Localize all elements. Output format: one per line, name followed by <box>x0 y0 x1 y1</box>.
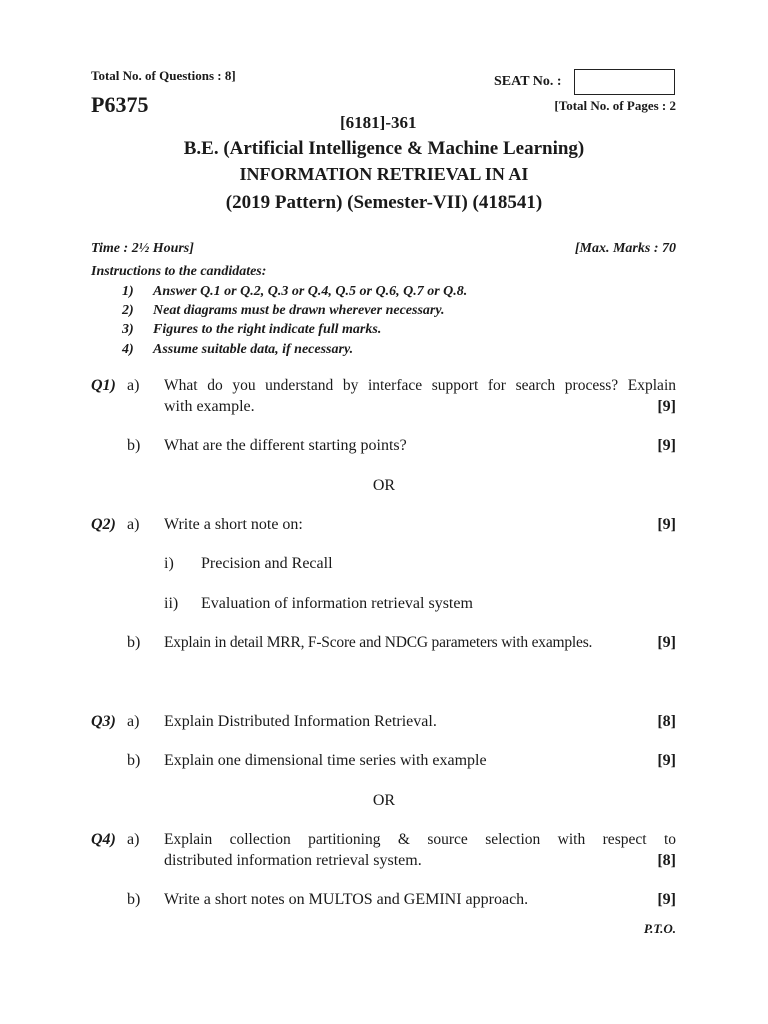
question-number-q1: Q1) <box>91 377 116 394</box>
item-number: i) <box>164 555 174 572</box>
marks: [9] <box>657 891 676 908</box>
time-label: Time : 2½ Hours] <box>91 241 194 256</box>
instruction-num: 4) <box>122 342 134 357</box>
question-text: Write a short notes on MULTOS and GEMINI approach. <box>164 891 529 908</box>
item-number: ii) <box>164 595 179 612</box>
question-number-q4: Q4) <box>91 831 116 848</box>
instruction-text: Answer Q.1 or Q.2, Q.3 or Q.4, Q.5 or Q.6, Q.7 or Q.8. <box>153 284 468 299</box>
pattern-line: (2019 Pattern) (Semester-VII) (418541) <box>225 192 543 213</box>
paper-code: P6375 <box>91 92 149 117</box>
marks: [8] <box>657 852 676 869</box>
marks: [9] <box>657 752 676 769</box>
marks: [9] <box>657 398 676 415</box>
question-text: Write a short note on: <box>164 516 303 533</box>
total-questions: Total No. of Questions : 8] <box>91 68 236 83</box>
sub-label: a) <box>127 516 140 533</box>
instruction-text: Assume suitable data, if necessary. <box>153 342 354 357</box>
or-separator: OR <box>372 477 396 494</box>
subject-title: INFORMATION RETRIEVAL IN AI <box>239 164 529 184</box>
item-text: Precision and Recall <box>201 555 333 572</box>
question-text: Explain collection partitioning & source selection with respect to <box>164 831 676 848</box>
seat-label: SEAT No. : <box>494 74 562 89</box>
max-marks-label: [Max. Marks : 70 <box>574 241 676 256</box>
question-text-continued: distributed information retrieval system. <box>164 852 422 869</box>
marks: [8] <box>657 713 676 730</box>
marks: [9] <box>657 437 676 454</box>
sub-label: a) <box>127 377 140 394</box>
exam-code: [6181]-361 <box>340 113 417 132</box>
question-number-q3: Q3) <box>91 713 116 730</box>
question-text: Explain one dimensional time series with example <box>164 752 487 769</box>
seat-number-box <box>574 69 675 95</box>
marks: [9] <box>657 516 676 533</box>
sub-label: b) <box>127 752 141 769</box>
instruction-num: 3) <box>122 322 134 337</box>
total-pages: [Total No. of Pages : 2 <box>554 98 676 113</box>
marks: [9] <box>657 634 676 651</box>
question-text: What do you understand by interface support for search process? Explain <box>164 377 676 394</box>
or-separator: OR <box>372 792 396 809</box>
question-text: Explain Distributed Information Retrieval. <box>164 713 437 730</box>
instruction-text: Neat diagrams must be drawn wherever necessary. <box>153 303 445 318</box>
pto-label: P.T.O. <box>643 921 676 936</box>
sub-label: b) <box>127 437 141 454</box>
sub-label: a) <box>127 713 140 730</box>
sub-label: b) <box>127 891 141 908</box>
question-text: Explain in detail MRR, F-Score and NDCG parameters with examples. <box>164 634 593 651</box>
instruction-num: 1) <box>122 284 134 299</box>
sub-label: a) <box>127 831 140 848</box>
item-text: Evaluation of information retrieval system <box>201 595 473 612</box>
course-title: B.E. (Artificial Intelligence & Machine Learning) <box>183 138 585 159</box>
question-number-q2: Q2) <box>91 516 116 533</box>
sub-label: b) <box>127 634 141 651</box>
question-text: What are the different starting points? <box>164 437 407 454</box>
instructions-title: Instructions to the candidates: <box>91 264 267 279</box>
instruction-num: 2) <box>122 303 134 318</box>
instruction-text: Figures to the right indicate full marks. <box>153 322 382 337</box>
question-text-continued: with example. <box>164 398 255 415</box>
